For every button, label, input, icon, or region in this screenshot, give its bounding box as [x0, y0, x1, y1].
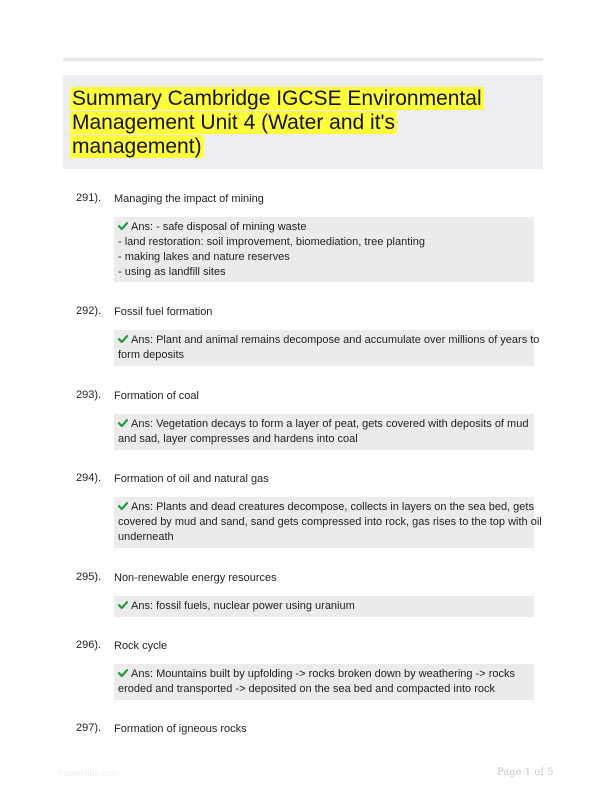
answer-line: Ans: Vegetation decays to form a layer of peat, gets covered with deposits of mud: [118, 417, 530, 432]
check-icon: [118, 502, 128, 510]
answer-line: eroded and transported -> deposited on the sea bed and compacted into rock: [118, 683, 496, 695]
question-number: 296).: [76, 639, 102, 651]
question-number: 297).: [76, 722, 102, 734]
answer-line: underneath: [118, 531, 174, 543]
answer-box: [114, 414, 534, 450]
question-number: 292).: [76, 305, 102, 317]
check-icon: [118, 222, 128, 230]
answer-line: Ans: Plant and animal remains decompose and accumulate over millions of years to: [118, 333, 530, 348]
check-icon: [118, 669, 128, 677]
answer-line: - making lakes and nature reserves: [118, 251, 290, 263]
answer-line: Ans: Mountains built by upfolding -> rocks broken down by weathering -> rocks: [118, 667, 530, 682]
check-icon: [118, 335, 128, 343]
answer-box: [114, 664, 534, 700]
answer-line: Ans: Plants and dead creatures decompose, collects in layers on the sea bed, gets: [118, 500, 530, 515]
question-text: Non-renewable energy resources: [114, 572, 277, 584]
question-text: Fossil fuel formation: [114, 306, 213, 318]
answer-line: Ans: - safe disposal of mining waste: [118, 220, 530, 235]
answer-line: - using as landfill sites: [118, 266, 226, 278]
page-number: Page 1 of 5: [497, 767, 554, 778]
question-text: Formation of oil and natural gas: [114, 473, 269, 485]
answer-line: and sad, layer compresses and hardens into coal: [118, 433, 358, 445]
question-number: 294).: [76, 472, 102, 484]
answer-box: [114, 330, 540, 366]
check-icon: [118, 601, 128, 609]
page-title: Summary Cambridge IGCSE Environmental Management Unit 4 (Water and it's management): [72, 87, 482, 158]
question-number: 293).: [76, 389, 102, 401]
answer-box: [114, 497, 542, 548]
answer-line: covered by mud and sand, sand gets compressed into rock, gas rises to the top with oil: [118, 516, 542, 528]
check-icon: [118, 419, 128, 427]
question-number: 295).: [76, 571, 102, 583]
answer-line: - land restoration: soil improvement, biomediation, tree planting: [118, 236, 425, 248]
answer-box: [114, 217, 534, 282]
answer-box: [114, 596, 534, 617]
question-text: Rock cycle: [114, 640, 168, 652]
footer-watermark: PaperNibe.com: [57, 768, 120, 778]
question-text: Formation of igneous rocks: [114, 723, 247, 735]
question-text: Formation of coal: [114, 390, 199, 402]
question-number: 291).: [76, 192, 102, 204]
top-divider: [63, 58, 543, 61]
answer-line: Ans: fossil fuels, nuclear power using uranium: [118, 599, 530, 614]
answer-line: form deposits: [118, 349, 185, 361]
question-text: Managing the impact of mining: [114, 193, 264, 205]
